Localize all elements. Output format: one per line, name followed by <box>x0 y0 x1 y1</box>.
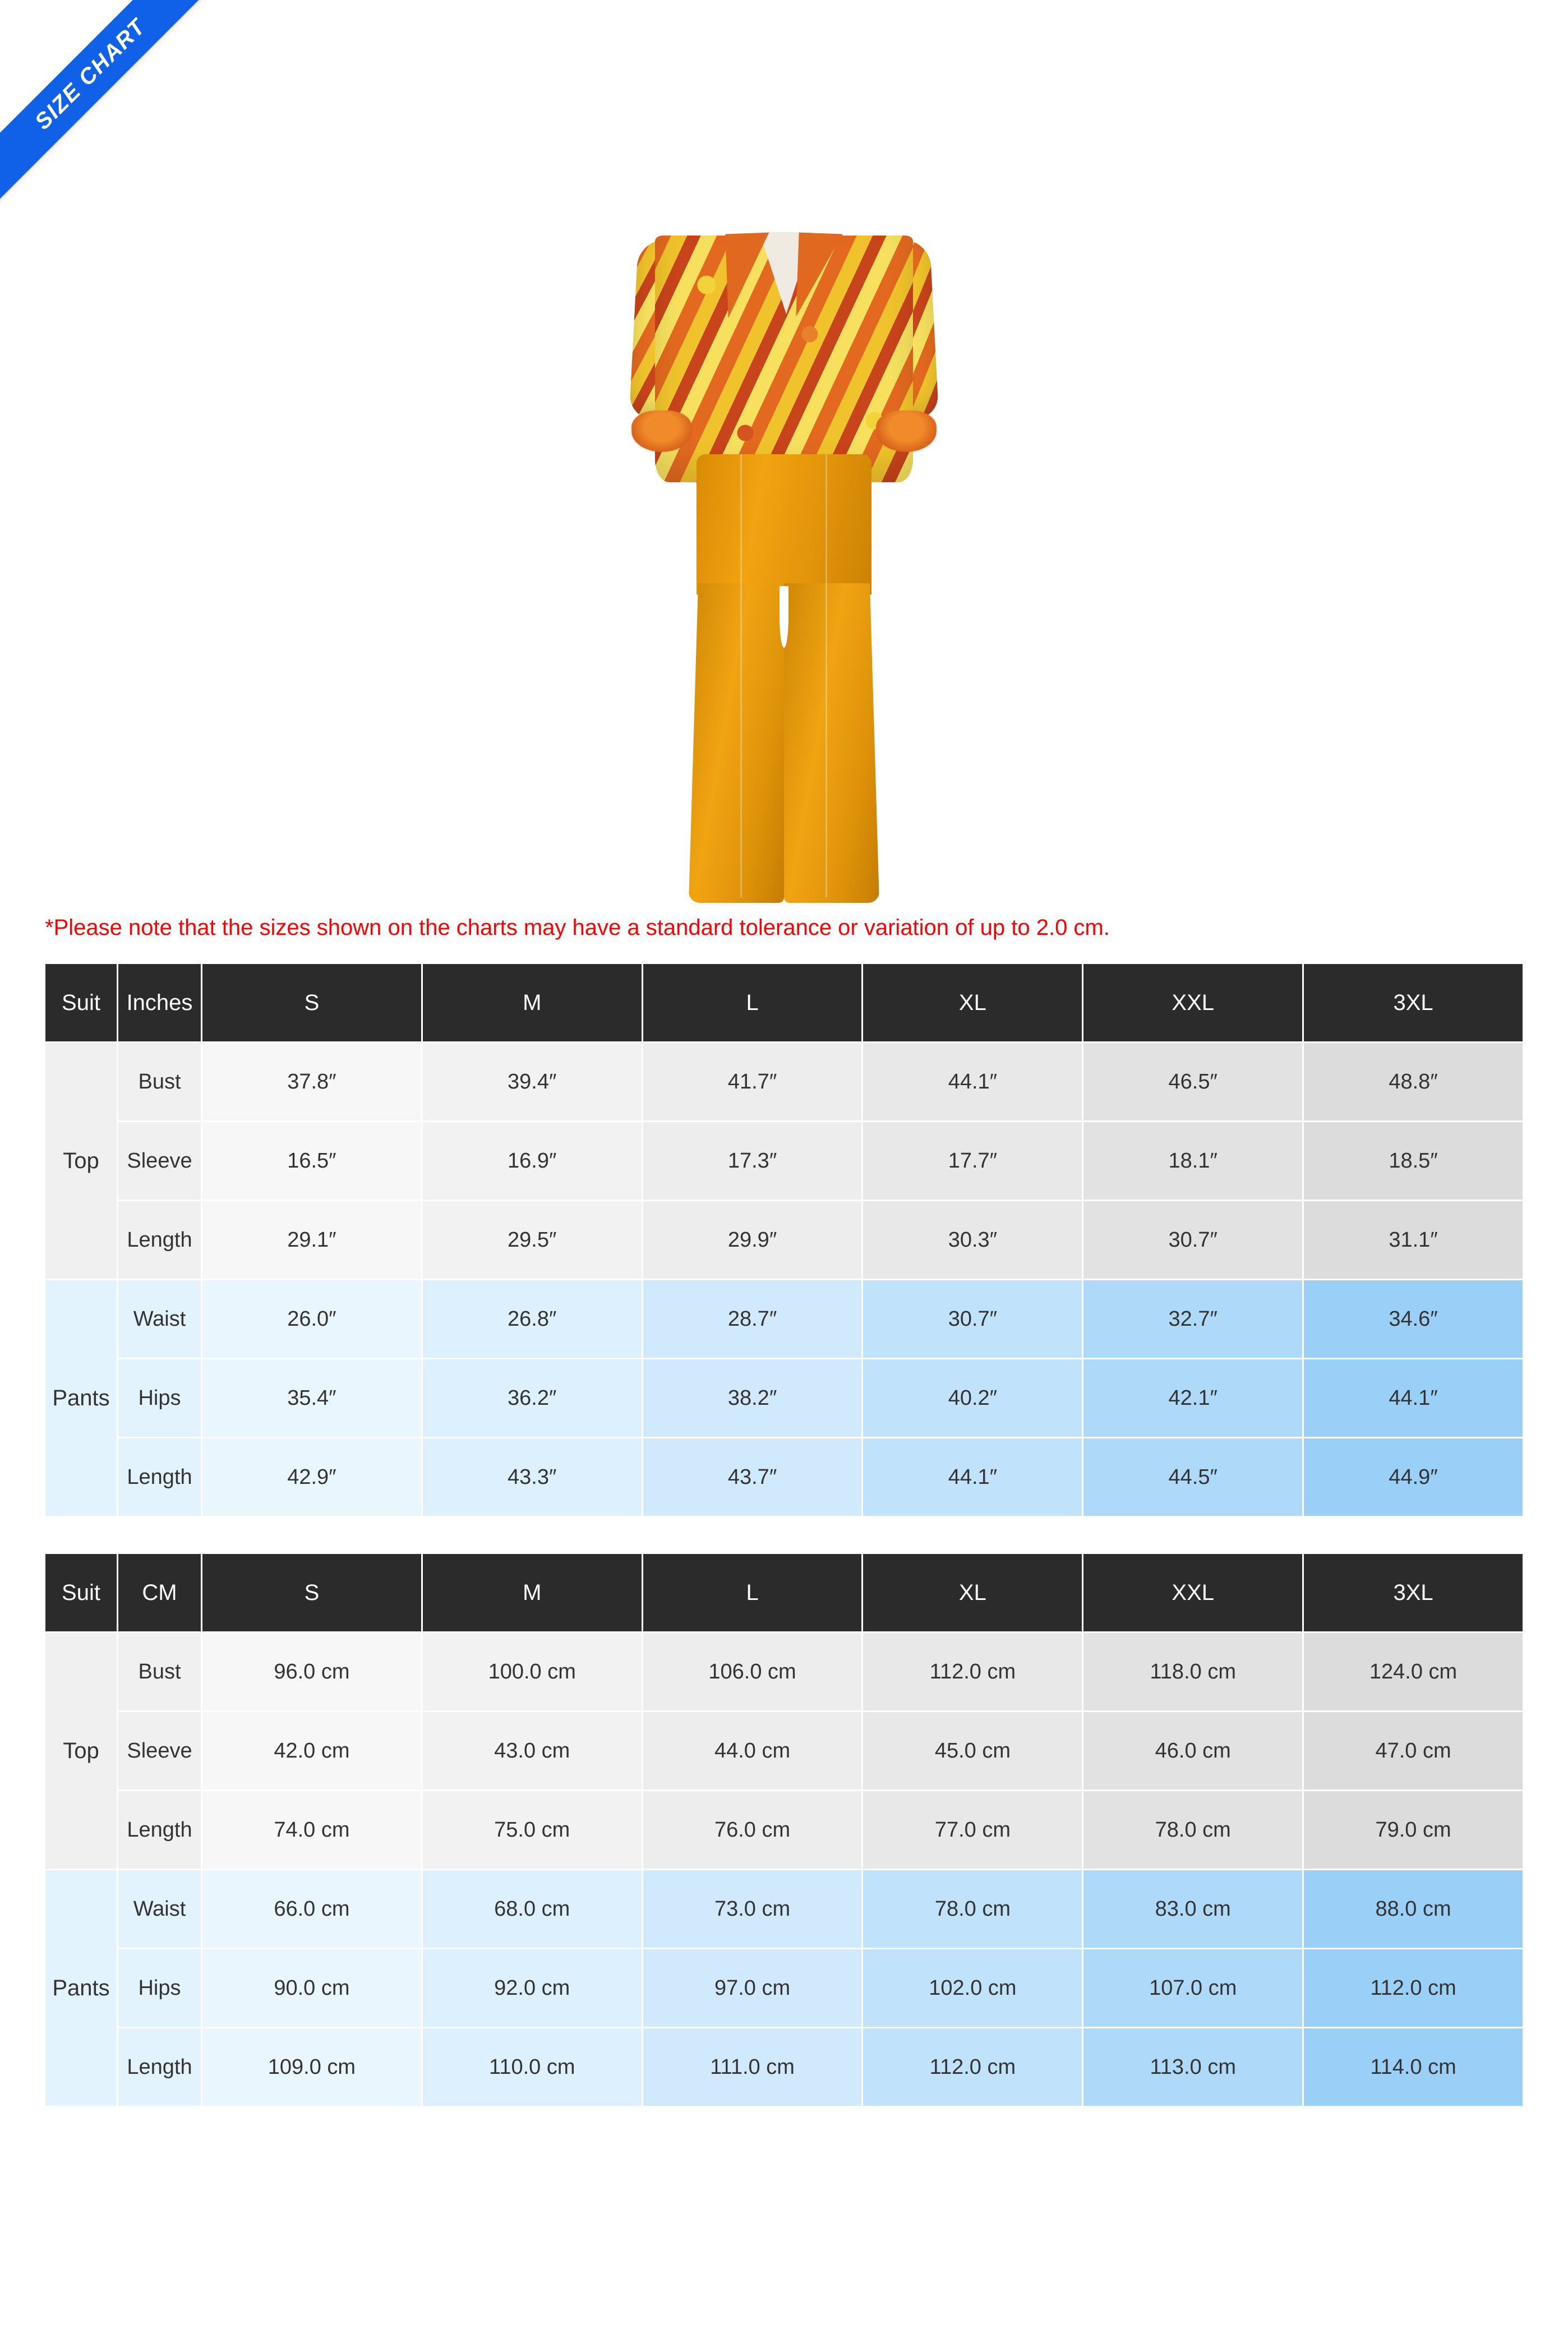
tolerance-note: *Please note that the sizes shown on the charts may have a standard tolerance or variation of up to 2.0 cm. <box>45 915 1110 940</box>
cell-top-length-s: 29.1″ <box>202 1201 422 1280</box>
cell-pants-length-3xl-cm: 114.0 cm <box>1303 2028 1524 2107</box>
table-row <box>45 1122 1524 1201</box>
cell-pants-length-xxl: 44.5″ <box>1083 1438 1303 1517</box>
cell-sleeve-xxl-cm: 46.0 cm <box>1083 1712 1303 1791</box>
cell-waist-m: 26.8″ <box>422 1280 642 1359</box>
cell-pants-length-s: 42.9″ <box>202 1438 422 1517</box>
row-label-waist-cm: Waist <box>118 1870 202 1949</box>
row-label-sleeve-cm: Sleeve <box>118 1712 202 1791</box>
cell-bust-3xl: 48.8″ <box>1303 1043 1524 1122</box>
cell-bust-l-cm: 106.0 cm <box>642 1632 863 1712</box>
cell-bust-m-cm: 100.0 cm <box>422 1632 642 1712</box>
cell-waist-l-cm: 73.0 cm <box>642 1870 863 1949</box>
cell-top-length-3xl: 31.1″ <box>1303 1201 1524 1280</box>
ribbon-label: SIZE CHART <box>30 14 151 135</box>
cell-waist-xl: 30.7″ <box>863 1280 1083 1359</box>
inches-table-block <box>0 962 1568 1518</box>
size-header-xl: XL <box>863 963 1083 1043</box>
cell-top-length-3xl-cm: 79.0 cm <box>1303 1791 1524 1870</box>
cell-sleeve-l-cm: 44.0 cm <box>642 1712 863 1791</box>
cell-top-length-m: 29.5″ <box>422 1201 642 1280</box>
shirt-collar-left <box>725 233 772 319</box>
row-label-top-length-cm: Length <box>118 1791 202 1870</box>
cell-bust-s: 37.8″ <box>202 1043 422 1122</box>
size-header-m: M <box>422 963 642 1043</box>
cell-hips-l-cm: 97.0 cm <box>642 1949 863 2028</box>
cell-sleeve-s-cm: 42.0 cm <box>202 1712 422 1791</box>
row-label-bust: Bust <box>118 1043 202 1122</box>
pants-crease-left <box>740 454 742 897</box>
size-table-inches <box>44 962 1524 1518</box>
group-label-pants: Pants <box>45 1280 118 1517</box>
cell-top-length-xl-cm: 77.0 cm <box>863 1791 1083 1870</box>
cell-bust-xl: 44.1″ <box>863 1043 1083 1122</box>
pants-waist <box>697 454 871 594</box>
cell-pants-length-l: 43.7″ <box>642 1438 863 1517</box>
cell-top-length-xxl-cm: 78.0 cm <box>1083 1791 1303 1870</box>
cell-top-length-xxl: 30.7″ <box>1083 1201 1303 1280</box>
pants <box>681 454 887 903</box>
table-row <box>45 1201 1524 1280</box>
cell-hips-xl: 40.2″ <box>863 1359 1083 1438</box>
row-label-bust-cm: Bust <box>118 1632 202 1712</box>
cell-top-length-s-cm: 74.0 cm <box>202 1791 422 1870</box>
cell-hips-3xl-cm: 112.0 cm <box>1303 1949 1524 2028</box>
pants-crease-right <box>825 454 827 897</box>
cell-pants-length-xl-cm: 112.0 cm <box>863 2028 1083 2107</box>
shirt-cuff-left <box>631 411 692 452</box>
cell-waist-m-cm: 68.0 cm <box>422 1870 642 1949</box>
cell-bust-xxl-cm: 118.0 cm <box>1083 1632 1303 1712</box>
size-header-s: S <box>202 963 422 1043</box>
cell-top-length-m-cm: 75.0 cm <box>422 1791 642 1870</box>
cell-pants-length-3xl: 44.9″ <box>1303 1438 1524 1517</box>
cell-sleeve-xxl: 18.1″ <box>1083 1122 1303 1201</box>
size-header-s-cm: S <box>202 1553 422 1632</box>
table-spacer <box>0 1518 1568 1552</box>
cell-pants-length-m: 43.3″ <box>422 1438 642 1517</box>
size-header-xxl: XXL <box>1083 963 1303 1043</box>
table-row <box>45 1712 1524 1791</box>
cell-sleeve-xl: 17.7″ <box>863 1122 1083 1201</box>
row-label-waist: Waist <box>118 1280 202 1359</box>
cell-pants-length-xxl-cm: 113.0 cm <box>1083 2028 1303 2107</box>
cell-hips-3xl: 44.1″ <box>1303 1359 1524 1438</box>
cell-waist-3xl-cm: 88.0 cm <box>1303 1870 1524 1949</box>
row-label-sleeve: Sleeve <box>118 1122 202 1201</box>
corner-label-suit-cm: Suit <box>45 1553 118 1632</box>
cell-sleeve-m-cm: 43.0 cm <box>422 1712 642 1791</box>
cell-bust-l: 41.7″ <box>642 1043 863 1122</box>
cell-waist-xxl-cm: 83.0 cm <box>1083 1870 1303 1949</box>
size-header-l-cm: L <box>642 1553 863 1632</box>
cell-sleeve-m: 16.9″ <box>422 1122 642 1201</box>
table-row <box>45 1632 1524 1712</box>
size-header-3xl: 3XL <box>1303 963 1524 1043</box>
cell-waist-s: 26.0″ <box>202 1280 422 1359</box>
cell-hips-xxl-cm: 107.0 cm <box>1083 1949 1303 2028</box>
table-row <box>45 1280 1524 1359</box>
table-row <box>45 1043 1524 1122</box>
group-label-pants-cm: Pants <box>45 1870 118 2107</box>
pants-right-leg <box>784 583 879 903</box>
cell-bust-3xl-cm: 124.0 cm <box>1303 1632 1524 1712</box>
pants-left-leg <box>689 583 784 903</box>
cell-sleeve-l: 17.3″ <box>642 1122 863 1201</box>
size-table-cm <box>44 1552 1524 2107</box>
cell-pants-length-xl: 44.1″ <box>863 1438 1083 1517</box>
row-label-top-length: Length <box>118 1201 202 1280</box>
product-image-area <box>0 0 1568 914</box>
row-label-pants-length-cm: Length <box>118 2028 202 2107</box>
size-header-xl-cm: XL <box>863 1553 1083 1632</box>
cell-waist-xxl: 32.7″ <box>1083 1280 1303 1359</box>
table-row <box>45 2028 1524 2107</box>
row-label-pants-length: Length <box>118 1438 202 1517</box>
cell-bust-xxl: 46.5″ <box>1083 1043 1303 1122</box>
cm-table-block <box>0 1552 1568 2107</box>
cell-sleeve-s: 16.5″ <box>202 1122 422 1201</box>
table-row <box>45 1870 1524 1949</box>
cell-sleeve-3xl-cm: 47.0 cm <box>1303 1712 1524 1791</box>
cell-hips-s-cm: 90.0 cm <box>202 1949 422 2028</box>
row-label-hips: Hips <box>118 1359 202 1438</box>
cell-bust-xl-cm: 112.0 cm <box>863 1632 1083 1712</box>
cell-waist-s-cm: 66.0 cm <box>202 1870 422 1949</box>
cell-hips-xxl: 42.1″ <box>1083 1359 1303 1438</box>
cell-top-length-l-cm: 76.0 cm <box>642 1791 863 1870</box>
cell-pants-length-m-cm: 110.0 cm <box>422 2028 642 2107</box>
table-row <box>45 1438 1524 1517</box>
cell-pants-length-s-cm: 109.0 cm <box>202 2028 422 2107</box>
corner-label-suit: Suit <box>45 963 118 1043</box>
garment-illustration <box>627 213 941 908</box>
size-header-xxl-cm: XXL <box>1083 1553 1303 1632</box>
unit-label: Inches <box>118 963 202 1043</box>
group-label-top: Top <box>45 1043 118 1280</box>
cell-hips-l: 38.2″ <box>642 1359 863 1438</box>
size-header-3xl-cm: 3XL <box>1303 1553 1524 1632</box>
cell-hips-s: 35.4″ <box>202 1359 422 1438</box>
size-header-l: L <box>642 963 863 1043</box>
shirt-cuff-right <box>876 411 937 452</box>
cell-hips-m: 36.2″ <box>422 1359 642 1438</box>
cell-hips-xl-cm: 102.0 cm <box>863 1949 1083 2028</box>
group-label-top-cm: Top <box>45 1632 118 1870</box>
row-label-hips-cm: Hips <box>118 1949 202 2028</box>
table-header-row <box>45 963 1524 1043</box>
cell-pants-length-l-cm: 111.0 cm <box>642 2028 863 2107</box>
cell-hips-m-cm: 92.0 cm <box>422 1949 642 2028</box>
size-header-m-cm: M <box>422 1553 642 1632</box>
cell-top-length-xl: 30.3″ <box>863 1201 1083 1280</box>
shirt-collar-right <box>796 233 842 319</box>
cell-bust-m: 39.4″ <box>422 1043 642 1122</box>
table-row <box>45 1359 1524 1438</box>
table-row <box>45 1791 1524 1870</box>
table-row <box>45 1949 1524 2028</box>
unit-label-cm: CM <box>118 1553 202 1632</box>
cell-sleeve-3xl: 18.5″ <box>1303 1122 1524 1201</box>
table-header-row <box>45 1553 1524 1632</box>
cell-top-length-l: 29.9″ <box>642 1201 863 1280</box>
cell-bust-s-cm: 96.0 cm <box>202 1632 422 1712</box>
cell-waist-xl-cm: 78.0 cm <box>863 1870 1083 1949</box>
cell-sleeve-xl-cm: 45.0 cm <box>863 1712 1083 1791</box>
pants-crotch-gap <box>780 586 788 648</box>
cell-waist-l: 28.7″ <box>642 1280 863 1359</box>
cell-waist-3xl: 34.6″ <box>1303 1280 1524 1359</box>
